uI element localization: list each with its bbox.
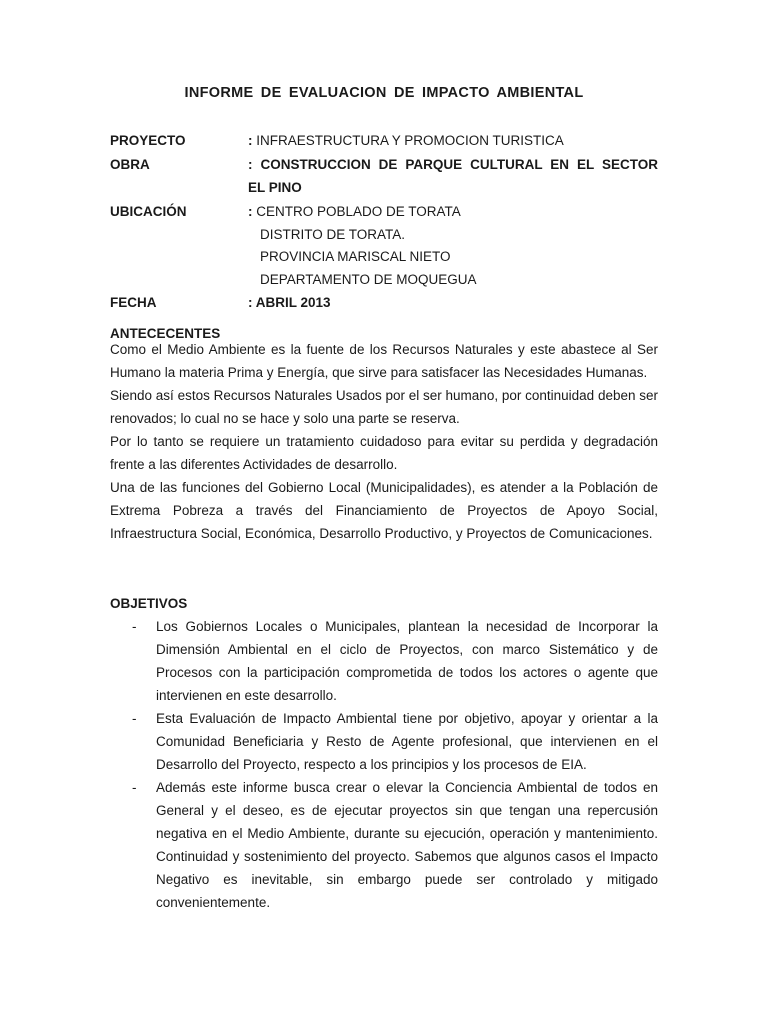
ubicacion-colon: : [248,204,253,219]
antecedentes-paragraph: Siendo así estos Recursos Naturales Usados por el ser humano, por continuidad deben ser renovados; lo cual no se hace y solo una parte se reserva. [110,388,658,426]
antecedentes-paragraph: Por lo tanto se requiere un tratamiento cuidadoso para evitar su perdida y degradación frente a las diferentes Actividades de desarrollo. [110,434,658,472]
fecha-label: FECHA [110,295,157,310]
proyecto-value [248,133,658,148]
ubicacion-provincia: PROVINCIA MARISCAL NIETO [260,249,451,264]
document-title: INFORME DE EVALUACION DE IMPACTO AMBIENTAL [184,85,584,101]
obra-text-line1: CONSTRUCCION DE PARQUE CULTURAL EN EL SECTOR [260,157,658,172]
objetivos-list-item [110,615,658,707]
ubicacion-label: UBICACIÓN [110,204,187,219]
fecha-colon: : [248,295,253,310]
obra-colon: : [248,157,253,172]
bullet-dash-icon: - [132,780,137,795]
bullet-dash-icon: - [132,619,137,634]
obra-value-line2: EL PINO [248,180,302,195]
bullet-dash-icon: - [132,711,137,726]
proyecto-text: INFRAESTRUCTURA Y PROMOCION TURISTICA [256,133,564,148]
objetivos-item-text: Además este informe busca crear o elevar la Conciencia Ambiental de todos en General y el deseo, es de ejecutar proyectos sin que tengan una repercusión negativa en el Medio Ambiente, durante su ejecución, operación y mantenimiento. Continuidad y sostenimiento del proyecto. Sabemos que algunos casos el Impacto Negativo es inevitable, sin embargo puede ser controlado y mitigado convenientemente. [156,780,658,910]
objetivos-item-text: Esta Evaluación de Impacto Ambiental tiene por objetivo, apoyar y orientar a la Comunidad Beneficiaria y Resto de Agente profesional, que intervienen en el Desarrollo del Proyecto, respecto a los principios y los procesos de EIA. [156,711,658,772]
obra-value-line1 [248,157,658,172]
obra-label: OBRA [110,157,150,172]
proyecto-colon: : [248,133,253,148]
antecedentes-heading: ANTECECENTES [110,326,221,341]
antecedentes-paragraph: Como el Medio Ambiente es la fuente de los Recursos Naturales y este abastece al Ser Humano la materia Prima y Energía, que sirve para satisfacer las Necesidades Humanas. [110,342,658,380]
objetivos-item-text: Los Gobiernos Locales o Municipales, plantean la necesidad de Incorporar la Dimensión Ambiental en el ciclo de Proyectos, con marco Sistemático y de Procesos con la participación comprometida de todos los actores o agente que intervienen en este desarrollo. [156,619,658,703]
fecha-value [248,295,658,310]
objetivos-list-item [110,707,658,776]
objetivos-list [110,615,658,914]
antecedentes-body [110,338,658,545]
objetivos-heading: OBJETIVOS [110,596,188,611]
proyecto-label: PROYECTO [110,133,186,148]
ubicacion-distrito: DISTRITO DE TORATA. [260,227,406,242]
antecedentes-paragraph: Una de las funciones del Gobierno Local (Municipalidades), es atender a la Población de Extrema Pobreza a través del Financiamiento de Proyectos de Apoyo Social, Infraestructura Social, Económica, Desarrollo Productivo, y Proyectos de Comunicaciones. [110,480,658,541]
ubicacion-departamento: DEPARTAMENTO DE MOQUEGUA [260,272,477,287]
fecha-text: ABRIL 2013 [255,295,331,310]
ubicacion-value [248,204,658,219]
objetivos-list-item [110,776,658,914]
ubicacion-text: CENTRO POBLADO DE TORATA [256,204,461,219]
